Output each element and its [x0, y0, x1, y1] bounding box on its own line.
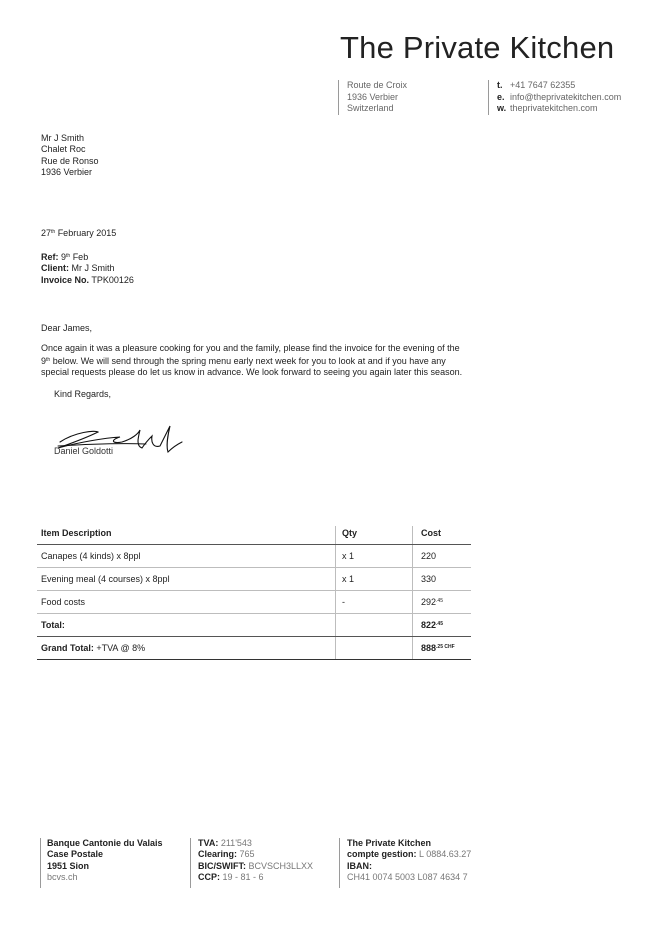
code-label: TVA: — [198, 838, 219, 848]
client-value: Mr J Smith — [69, 263, 115, 274]
footer-code-line — [198, 872, 313, 883]
date-rest: February 2015 — [55, 228, 117, 238]
company-contacts — [488, 80, 621, 115]
code-label: BIC/SWIFT: — [198, 860, 246, 871]
contact-value: info@theprivatekitchen.com — [510, 91, 622, 102]
item-cost — [413, 591, 472, 614]
total-qty-empty — [336, 614, 413, 637]
date-day: 27 — [41, 228, 52, 238]
ref-line — [41, 251, 134, 263]
company-name: The Private Kitchen — [340, 30, 615, 65]
letter-date — [41, 228, 116, 238]
total-value: 822 — [421, 620, 437, 630]
contact-value: theprivatekitchen.com — [510, 103, 598, 113]
ref-rest: Feb — [70, 252, 89, 262]
footer-code-line — [198, 838, 313, 849]
company-address — [338, 80, 407, 115]
contact-key: w. — [497, 103, 507, 113]
cost-decimals: .45 — [436, 598, 443, 604]
address-line: Route de Croix — [347, 80, 408, 90]
iban-value: CH41 0074 5003 L087 4634 7 — [347, 871, 468, 882]
code-label: CCP: — [198, 871, 220, 882]
table-row — [37, 545, 471, 568]
code-value: 765 — [237, 849, 255, 860]
total-decimals: .45 — [436, 621, 443, 627]
recipient-line: Chalet Roc — [41, 144, 86, 155]
header-cost: Cost — [413, 526, 472, 545]
contact-phone — [497, 80, 621, 92]
compte-label: compte gestion: — [347, 849, 417, 860]
contact-email — [497, 92, 621, 104]
signatory-name: Daniel Goldotti — [54, 446, 114, 456]
letter-text: Once again it was a pleasure cooking for you and the family, please find the invoice for the evening of the 9 — [41, 343, 460, 366]
footer-code-line — [198, 861, 313, 872]
letter-closing: Kind Regards, — [54, 389, 112, 399]
item-cost — [413, 545, 472, 568]
letter-greeting: Dear James, — [41, 323, 93, 333]
code-value: 19 - 81 - 6 — [220, 871, 264, 882]
contact-website — [497, 103, 621, 115]
ref-day: 9 — [58, 252, 67, 262]
grand-total-cost — [413, 637, 472, 660]
table-row — [37, 568, 471, 591]
bank-name: Banque Cantonie du Valais — [47, 838, 163, 848]
letter-text: below. We will send through the spring menu early next week for you to look at and if you have any special requests please do let us know in advance. We look forward to seeing you again later this season. — [41, 355, 463, 377]
cost-value: 220 — [421, 551, 437, 561]
header-qty: Qty — [336, 526, 413, 545]
account-name: The Private Kitchen — [347, 838, 432, 848]
address-line: Switzerland — [347, 103, 394, 113]
client-line — [41, 263, 134, 274]
client-label: Client: — [41, 263, 69, 274]
iban-label: IBAN: — [347, 860, 372, 871]
header-description: Item Description — [37, 526, 336, 545]
contact-key: e. — [497, 91, 505, 102]
letter-body — [41, 323, 471, 387]
table-header-row — [37, 526, 471, 545]
contact-key: t. — [497, 80, 503, 90]
contact-value: +41 7647 62355 — [510, 80, 576, 90]
grand-total-decimals: .25 CHF — [436, 644, 455, 650]
cost-value: 292 — [421, 597, 437, 607]
ref-suffix: th — [66, 253, 71, 259]
footer-codes — [190, 838, 313, 888]
item-qty: - — [336, 591, 413, 614]
invoice-table — [37, 526, 471, 660]
account-compte-line — [347, 849, 471, 860]
letter-paragraph — [41, 343, 471, 378]
code-value: BCVSCH3LLXX — [246, 860, 314, 871]
item-cost — [413, 568, 472, 591]
ref-label: Ref: — [41, 252, 59, 262]
letter-suffix: th — [46, 356, 51, 363]
recipient-line: 1936 Verbier — [41, 166, 93, 177]
compte-value: L 0884.63.27 — [416, 849, 472, 860]
code-label: Clearing: — [198, 849, 238, 860]
invoice-number-line — [41, 275, 134, 286]
total-label: Total: — [37, 614, 336, 637]
grand-total-value: 888 — [421, 643, 437, 653]
grand-total-note: +TVA @ 8% — [93, 643, 146, 653]
item-description: Food costs — [37, 591, 336, 614]
bank-city: 1951 Sion — [47, 860, 90, 871]
grand-total-label: Grand Total: — [41, 643, 94, 653]
recipient-line: Mr J Smith — [41, 133, 85, 143]
grand-total-row — [37, 637, 471, 660]
date-suffix: th — [51, 229, 56, 235]
item-description: Evening meal (4 courses) x 8ppl — [37, 568, 336, 591]
table-row — [37, 591, 471, 614]
address-line: 1936 Verbier — [347, 91, 399, 102]
cost-value: 330 — [421, 574, 437, 584]
bank-website: bcvs.ch — [47, 871, 78, 882]
recipient-address — [41, 133, 99, 178]
footer-account — [339, 838, 471, 888]
total-cost — [413, 614, 472, 637]
code-value: 211'543 — [218, 838, 252, 848]
footer-bank — [40, 838, 163, 888]
bank-postal: Case Postale — [47, 849, 104, 860]
item-qty: x 1 — [336, 568, 413, 591]
grand-total-cell — [37, 637, 336, 660]
total-row — [37, 614, 471, 637]
recipient-line: Rue de Ronso — [41, 155, 99, 166]
grand-total-qty-empty — [336, 637, 413, 660]
invoice-references — [41, 251, 134, 286]
item-description: Canapes (4 kinds) x 8ppl — [37, 545, 336, 568]
invoice-number-label: Invoice No. — [41, 274, 90, 285]
invoice-number-value: TPK00126 — [89, 274, 134, 285]
footer-code-line — [198, 849, 313, 860]
item-qty: x 1 — [336, 545, 413, 568]
